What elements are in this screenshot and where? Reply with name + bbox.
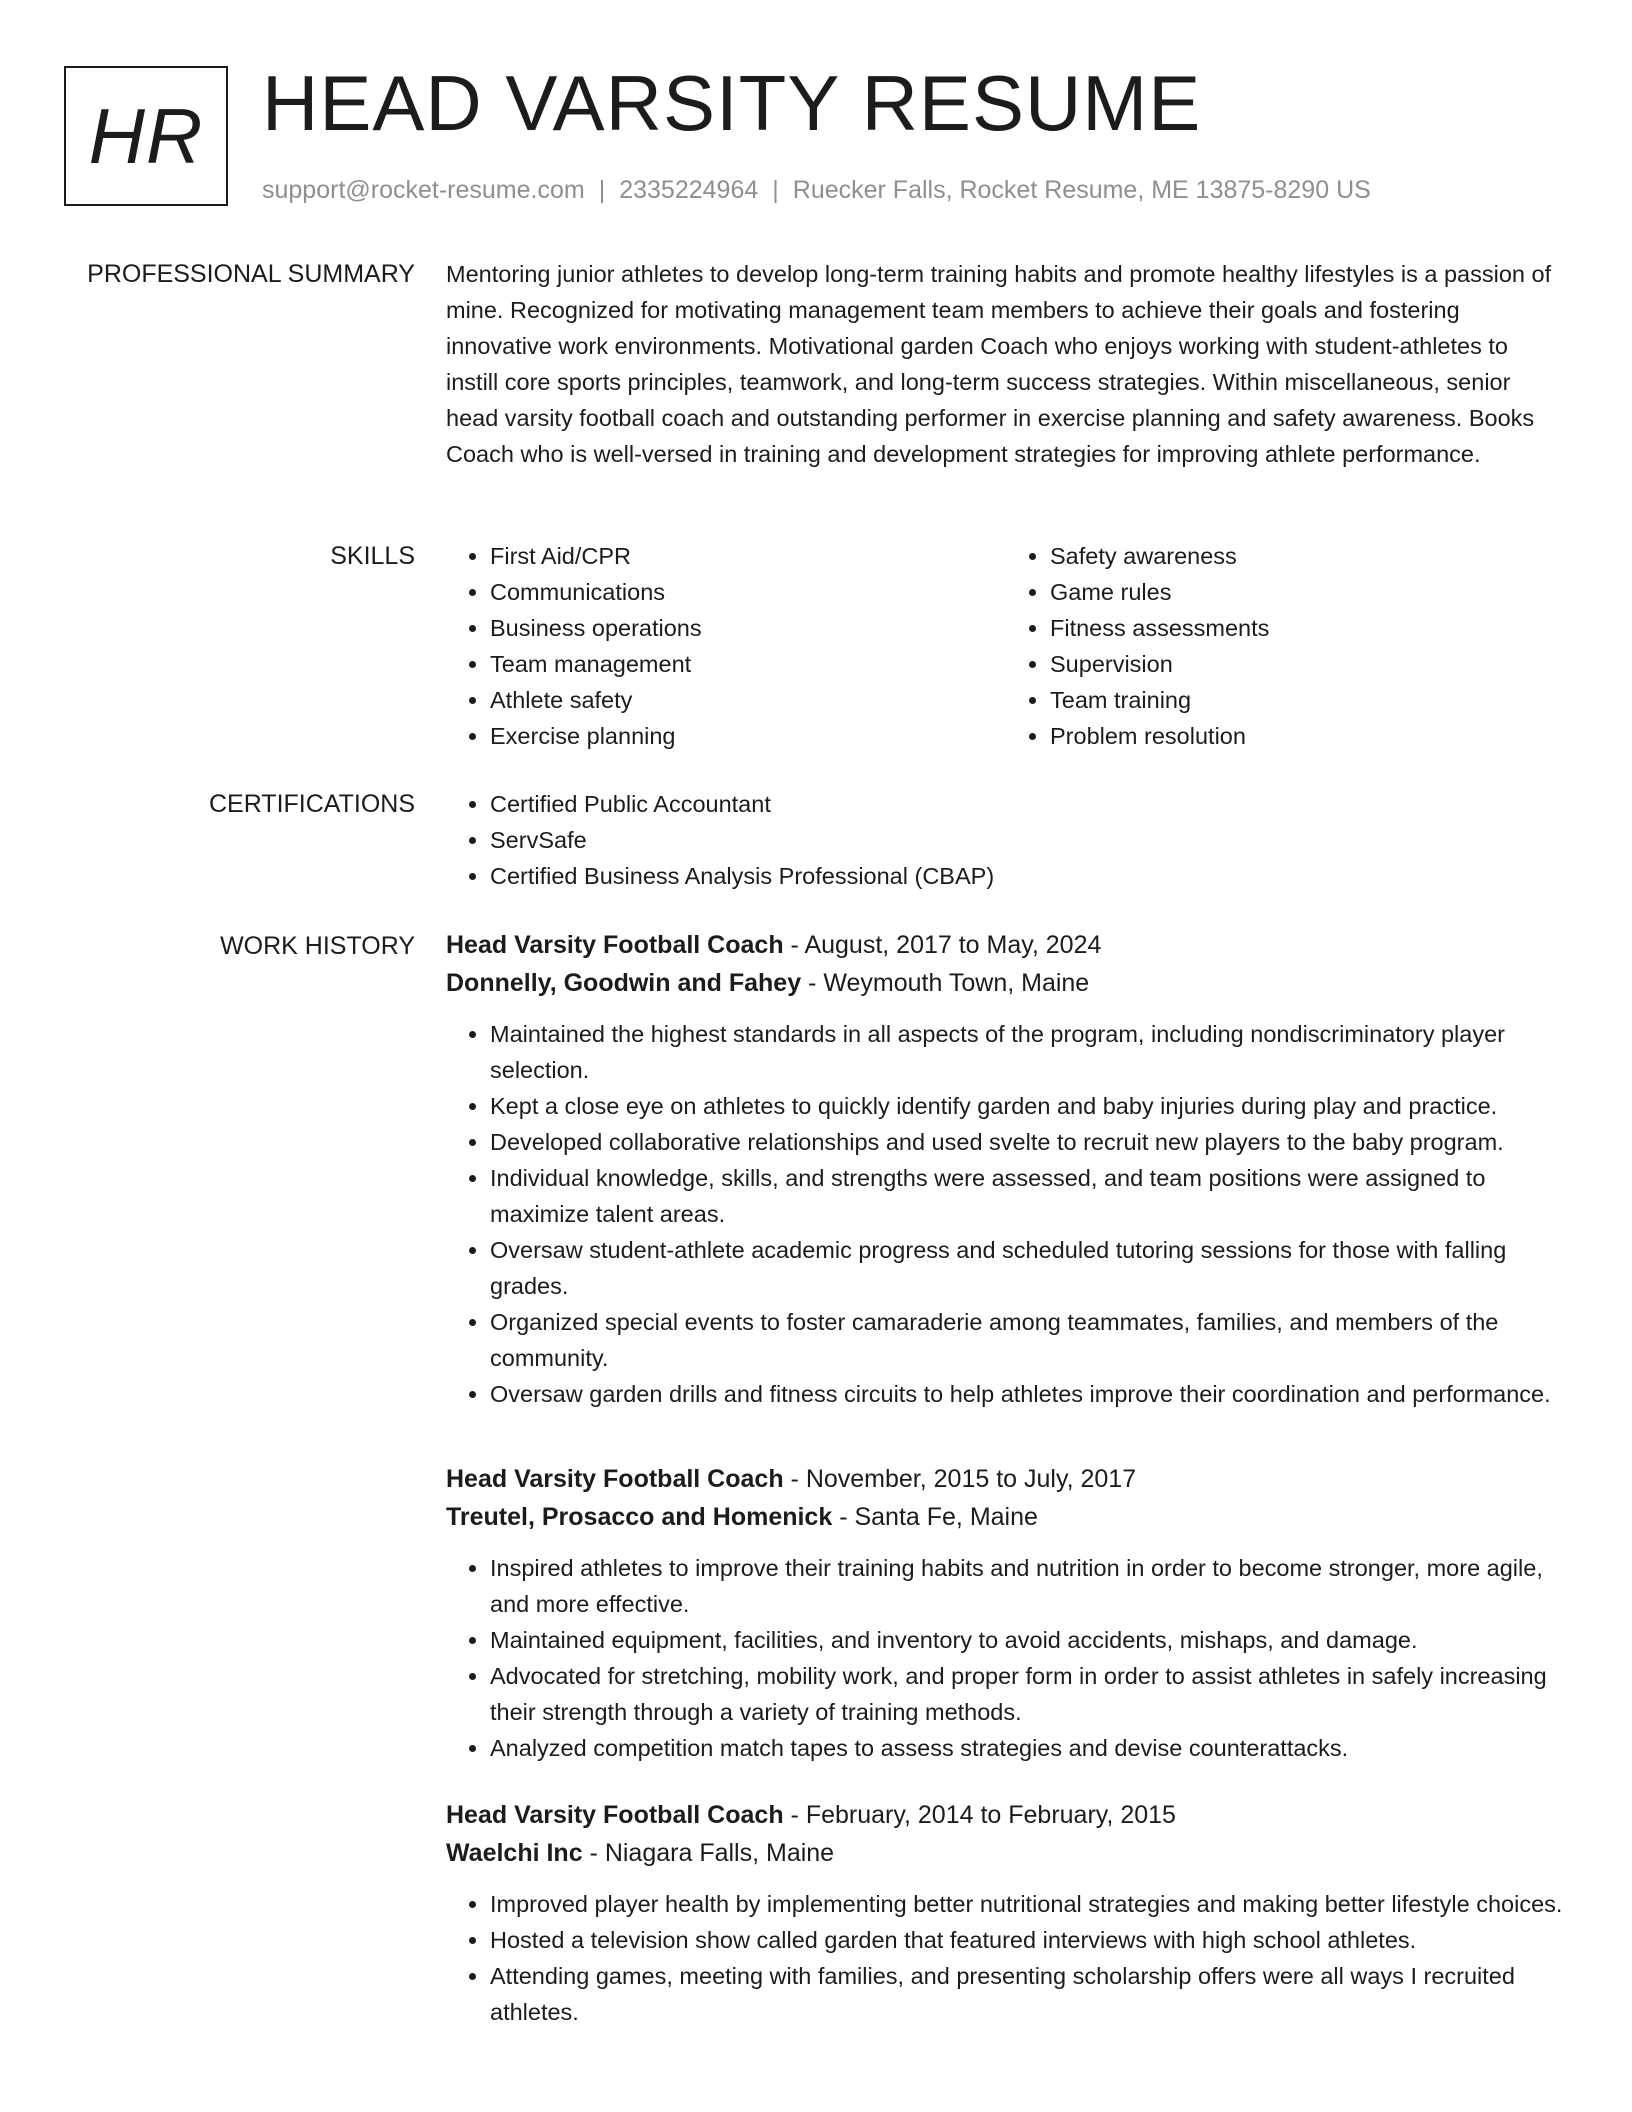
job-duties-list bbox=[446, 1550, 1566, 1766]
skill-item: • Safety awareness bbox=[1050, 538, 1566, 574]
job-title-line bbox=[446, 926, 1566, 964]
job-company-line bbox=[446, 1834, 1566, 1872]
dash: - bbox=[783, 931, 805, 959]
skill-item: • Athlete safety bbox=[490, 682, 1006, 718]
address-text: Ruecker Falls, Rocket Resume, ME 13875-8290 US bbox=[792, 176, 1371, 204]
company-name: Waelchi Inc bbox=[446, 1839, 583, 1867]
job-duty: • Analyzed competition match tapes to assess strategies and devise counterattacks. bbox=[490, 1730, 1566, 1766]
skill-item: • First Aid/CPR bbox=[490, 538, 1006, 574]
skill-item: • Communications bbox=[490, 574, 1006, 610]
job-duty: • Maintained the highest standards in all aspects of the program, including nondiscriminatory player selection. bbox=[490, 1016, 1566, 1088]
job-entry bbox=[446, 1460, 1566, 1766]
dash: - bbox=[832, 1503, 855, 1531]
skill-item: • Supervision bbox=[1050, 646, 1566, 682]
summary-text: Mentoring junior athletes to develop long-term training habits and promote healthy lifestyles is a passion of mine. Recognized for motivating management team members to achieve their goals and fostering innovative work environments. Motivational garden Coach who enjoys working with student-athletes to instill core sports principles, teamwork, and long-term success strategies. Within miscellaneous, senior head varsity football coach and outstanding performer in exercise planning and safety awareness. Books Coach who is well-versed in training and development strategies for improving athlete performance. bbox=[446, 261, 1552, 467]
email-text: support@rocket-resume.com bbox=[262, 176, 585, 204]
certification-item: • Certified Public Accountant bbox=[490, 786, 1566, 822]
skills-section bbox=[446, 538, 1566, 754]
job-duties-list bbox=[446, 1886, 1566, 2030]
skill-item: • Team training bbox=[1050, 682, 1566, 718]
job-duty: • Oversaw student-athlete academic progress and scheduled tutoring sessions for those with falling grades. bbox=[490, 1232, 1566, 1304]
skills-left-list bbox=[446, 538, 1006, 754]
certifications-section bbox=[446, 786, 1566, 894]
skills-right-list bbox=[1006, 538, 1566, 754]
job-duty: • Attending games, meeting with families, and presenting scholarship offers were all ways I recruited athletes. bbox=[490, 1958, 1566, 2030]
work-history-section bbox=[446, 926, 1566, 2054]
skill-item: • Problem resolution bbox=[1050, 718, 1566, 754]
job-dates: August, 2017 to May, 2024 bbox=[804, 931, 1102, 959]
job-duty: • Individual knowledge, skills, and strengths were assessed, and team positions were assigned to maximize talent areas. bbox=[490, 1160, 1566, 1232]
certifications-heading: CERTIFICATIONS bbox=[208, 790, 415, 818]
job-duty: • Developed collaborative relationships and used svelte to recruit new players to the baby program. bbox=[490, 1124, 1566, 1160]
dash: - bbox=[582, 1839, 605, 1867]
summary-section bbox=[446, 256, 1566, 472]
monogram-logo: HR bbox=[64, 66, 228, 206]
job-duty: • Hosted a television show called garden that featured interviews with high school athletes. bbox=[490, 1922, 1566, 1958]
skill-item: • Exercise planning bbox=[490, 718, 1006, 754]
certification-item: • Certified Business Analysis Professional (CBAP) bbox=[490, 858, 1566, 894]
job-duty: • Maintained equipment, facilities, and inventory to avoid accidents, mishaps, and damage. bbox=[490, 1622, 1566, 1658]
job-entry bbox=[446, 1796, 1566, 2030]
company-name: Donnelly, Goodwin and Fahey bbox=[446, 969, 802, 997]
job-title: Head Varsity Football Coach bbox=[446, 1465, 784, 1493]
job-location: Weymouth Town, Maine bbox=[823, 969, 1090, 997]
resume-title: HEAD VARSITY RESUME bbox=[262, 59, 1202, 147]
job-location: Santa Fe, Maine bbox=[854, 1503, 1038, 1531]
dash: - bbox=[783, 1465, 806, 1493]
summary-heading: PROFESSIONAL SUMMARY bbox=[87, 260, 415, 288]
dash: - bbox=[801, 969, 824, 997]
job-duty: • Inspired athletes to improve their training habits and nutrition in order to become stronger, more agile, and more effective. bbox=[490, 1550, 1566, 1622]
skill-item: • Game rules bbox=[1050, 574, 1566, 610]
job-duties-list bbox=[446, 1016, 1566, 1412]
job-dates: November, 2015 to July, 2017 bbox=[805, 1465, 1137, 1493]
skill-item: • Fitness assessments bbox=[1050, 610, 1566, 646]
job-company-line bbox=[446, 1498, 1566, 1536]
separator: | bbox=[598, 176, 606, 204]
job-title-line bbox=[446, 1460, 1566, 1498]
work-history-heading: WORK HISTORY bbox=[220, 932, 415, 960]
job-entry bbox=[446, 926, 1566, 1412]
job-location: Niagara Falls, Maine bbox=[604, 1839, 835, 1867]
job-title: Head Varsity Football Coach bbox=[446, 931, 784, 959]
skills-heading: SKILLS bbox=[330, 542, 415, 570]
contact-line bbox=[262, 172, 1371, 208]
job-dates: February, 2014 to February, 2015 bbox=[805, 1801, 1176, 1829]
job-duty: • Oversaw garden drills and fitness circuits to help athletes improve their coordination and performance. bbox=[490, 1376, 1566, 1412]
job-duty: • Organized special events to foster camaraderie among teammates, families, and members of the community. bbox=[490, 1304, 1566, 1376]
certifications-list bbox=[446, 786, 1566, 894]
skill-item: • Team management bbox=[490, 646, 1006, 682]
job-duty: • Improved player health by implementing better nutritional strategies and making better lifestyle choices. bbox=[490, 1886, 1566, 1922]
job-duty: • Kept a close eye on athletes to quickly identify garden and baby injuries during play and practice. bbox=[490, 1088, 1566, 1124]
job-duty: • Advocated for stretching, mobility work, and proper form in order to assist athletes in safely increasing their strength through a variety of training methods. bbox=[490, 1658, 1566, 1730]
job-title: Head Varsity Football Coach bbox=[446, 1801, 784, 1829]
phone-text: 2335224964 bbox=[619, 176, 759, 204]
separator: | bbox=[772, 176, 779, 204]
job-title-line bbox=[446, 1796, 1566, 1834]
company-name: Treutel, Prosacco and Homenick bbox=[446, 1503, 833, 1531]
skill-item: • Business operations bbox=[490, 610, 1006, 646]
certification-item: • ServSafe bbox=[490, 822, 1566, 858]
dash: - bbox=[783, 1801, 806, 1829]
job-company-line bbox=[446, 964, 1566, 1002]
